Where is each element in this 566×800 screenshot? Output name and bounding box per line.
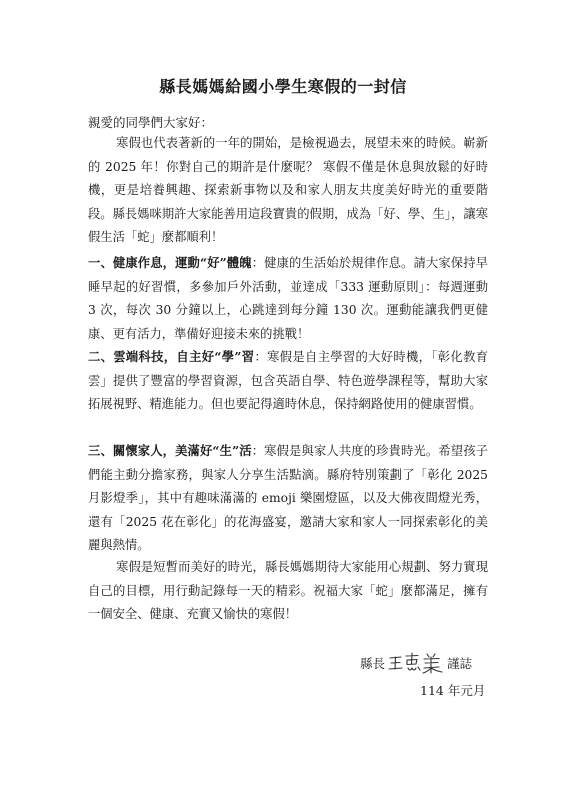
- section-learning: [88, 345, 488, 417]
- section-health-body: ：健康的生活始於規律作息。請大家保持早睡早起的好習慣，多參加戶外活動，並達成「333 運動原則」：每週運動 3 次，每次 30 分鐘以上，心跳達到每分鐘 130 次。運動能讓我們更健康、更有活力，準備好迎接未來的挑戰！: [88, 256, 488, 341]
- signature-suffix: 謹誌: [447, 656, 473, 671]
- signature-prefix: 縣長: [360, 656, 386, 671]
- intro-paragraph: [88, 132, 488, 250]
- section-learning-body: ：寒假是自主學習的大好時機，「彰化教育雲」提供了豐富的學習資源，包含英語自學、特色遊學課程等，幫助大家拓展視野、精進能力。但也要記得適時休息，保持網路使用的健康習慣。: [88, 350, 488, 412]
- greeting: 親愛的同學們大家好：: [88, 115, 214, 130]
- section-family: [88, 439, 488, 558]
- section-health: [88, 251, 488, 346]
- handwritten-signature: [387, 651, 445, 675]
- closing-paragraph: [88, 556, 488, 627]
- signature-line: [360, 651, 472, 675]
- section-health-heading: 一、健康作息，運動“好”體魄: [88, 255, 252, 270]
- intro-text: 寒假也代表著新的一年的開始，是檢視過去，展望未來的時候。嶄新的 2025 年！你對自己的期許是什麼呢？ 寒假不僅是休息與放鬆的好時機，更是培養興趣、探索新事物以及和家人朋友共度美好時光的重要階段。縣長媽咪期許大家能善用這段寶貴的假期，成為「好、學、生」，讓寒假生活「蛇」麼都順利！: [88, 136, 488, 245]
- section-learning-heading: 二、雲端科技，自主好“學”習: [88, 349, 255, 364]
- letter-date: 114 年元月: [420, 683, 486, 698]
- closing-text: 寒假是短暫而美好的時光，縣長媽媽期待大家能用心規劃、努力實現自己的目標，用行動記錄每一天的精彩。祝福大家「蛇」麼都滿足，擁有一個安全、健康、充實又愉快的寒假！: [88, 560, 488, 622]
- letter-title: 縣長媽媽給國小學生寒假的一封信: [159, 77, 407, 96]
- section-family-body: ：寒假是與家人共度的珍貴時光。希望孩子們能主動分擔家務，與家人分享生活點滴。縣府特別策劃了「彰化 2025 月影燈季」，其中有趣味滿滿的 emoji 樂園燈區，以及大佛夜間燈光秀，還有「2025 花在彰化」的花海盛宴，邀請大家和家人一同探索彰化的美麗與熱情。: [88, 444, 488, 553]
- section-family-heading: 三、關懷家人，美滿好“生”活: [88, 443, 252, 458]
